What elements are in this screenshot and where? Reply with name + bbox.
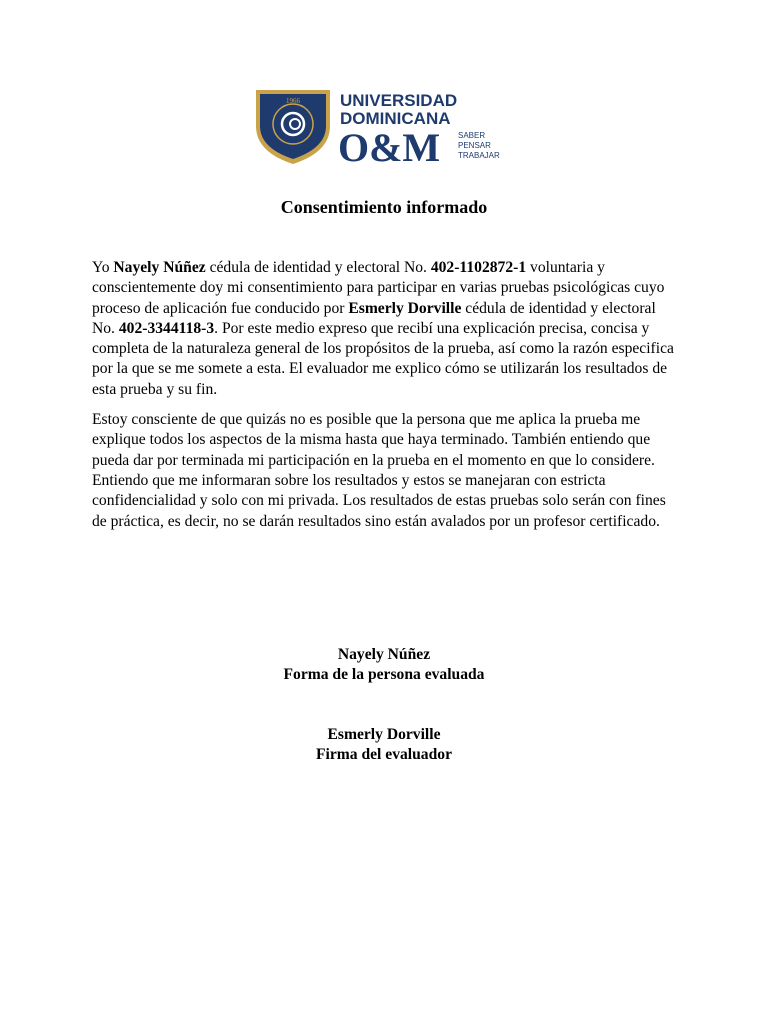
signature-name: Esmerly Dorville bbox=[327, 726, 441, 743]
logo-motto-1: SABER bbox=[458, 131, 486, 140]
text-segment: . Por este medio expreso que recibí una explicación precisa, concisa y completa de la naturaleza general de los propósitos de la prueba, así como la razón especifica por la que se me somete a esta. El evaluador me explico cómo se utilizarán los resultados de esta prueba y su fin. bbox=[92, 319, 674, 398]
logo-year: 1966 bbox=[286, 97, 300, 105]
text-segment: Yo bbox=[92, 259, 114, 276]
signature-label: Firma del evaluador bbox=[316, 746, 452, 763]
logo-line-2: DOMINICANA bbox=[340, 109, 451, 128]
participant-id: 402-1102872-1 bbox=[430, 259, 527, 276]
consent-paragraph-1 bbox=[92, 258, 678, 400]
text-segment: cédula de identidad y electoral No. bbox=[205, 259, 431, 276]
text-segment: voluntaria y conscientemente doy mi consentimiento para participar en varias pruebas psicológicas cuyo proceso de aplicación fue conducido por bbox=[92, 259, 665, 317]
logo-motto-3: TRABAJAR bbox=[458, 151, 500, 160]
signature-name: Nayely Núñez bbox=[337, 646, 431, 663]
signature-block-evaluator bbox=[0, 725, 768, 765]
logo-line-1: UNIVERSIDAD bbox=[340, 91, 458, 110]
evaluator-name: Esmerly Dorville bbox=[348, 299, 462, 317]
signature-label: Forma de la persona evaluada bbox=[283, 666, 485, 683]
participant-name: Nayely Núñez bbox=[113, 259, 206, 276]
consent-paragraph-2: Estoy consciente de que quizás no es posible que la persona que me aplica la prueba me explique todos los aspectos de la misma hasta que haya terminado. También entiendo que pueda dar por terminada mi participación en la prueba en el momento en que lo considere. Entiendo que me informaran sobre los resultados y estos se manejaran con estricta confidencialidad y solo con mi privada. Los resultados de estas pruebas solo serán con fines de práctica, es decir, no se darán resultados sino están avalados por un profesor certificado. bbox=[92, 411, 666, 530]
text-segment: cédula de identidad y electoral No. bbox=[92, 299, 656, 337]
evaluator-id: 402-3344118-3 bbox=[118, 319, 215, 337]
logo-brand: O&M bbox=[338, 125, 441, 166]
university-logo bbox=[254, 86, 520, 166]
signature-block-participant bbox=[0, 645, 768, 685]
document-body bbox=[92, 258, 678, 542]
document-title: Consentimiento informado bbox=[280, 197, 488, 217]
logo-motto-2: PENSAR bbox=[458, 141, 491, 150]
